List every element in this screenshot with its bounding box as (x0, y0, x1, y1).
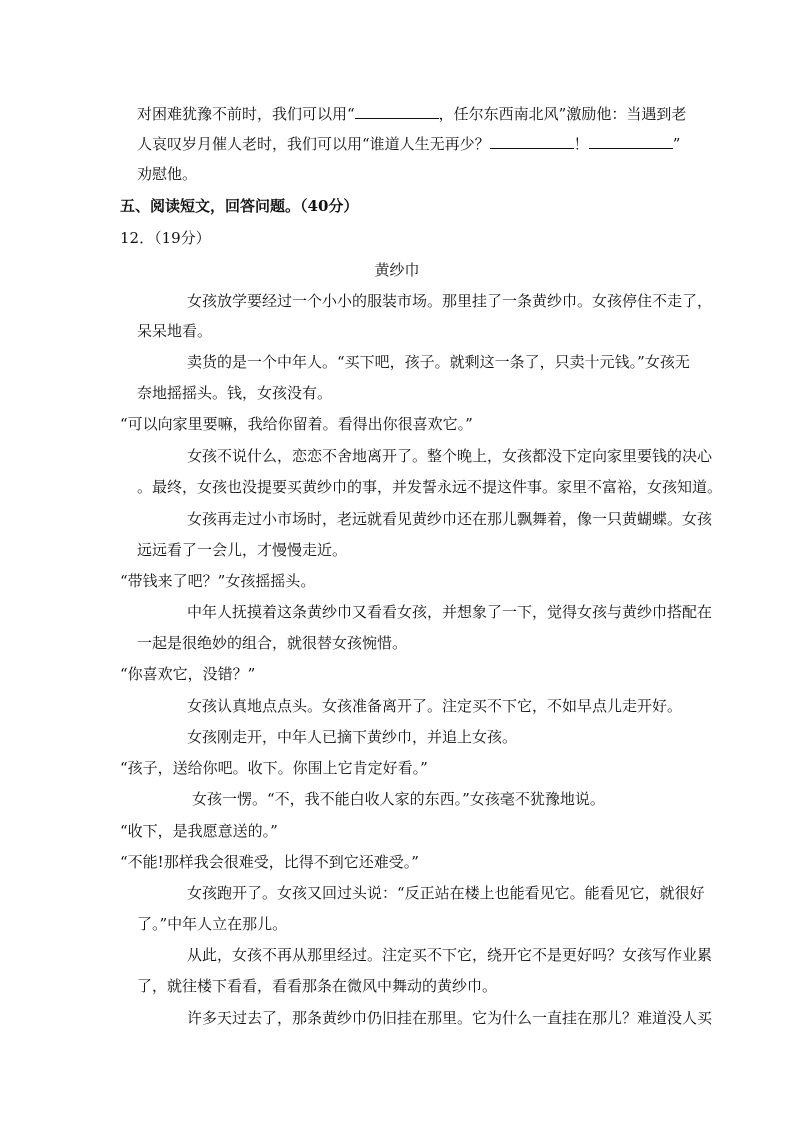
section-heading: 五、阅读短文，回答问题。（40分） (120, 197, 359, 215)
answer-blank[interactable] (589, 134, 673, 149)
text: ！ (573, 135, 589, 153)
fill-in-line-1 (137, 104, 686, 124)
paragraph-line: 女孩跑开了。女孩又回过头说：“反正站在楼上也能看见它。能看见它，就很好 (187, 884, 705, 902)
paragraph-line: 了。”中年人立在那儿。 (137, 915, 288, 933)
answer-blank[interactable] (490, 134, 574, 149)
paragraph-line: “收下，是我愿意送的。” (120, 822, 278, 840)
text: ” (672, 135, 681, 153)
fill-in-line-2 (137, 134, 680, 154)
paragraph-line: 女孩不说什么，恋恋不舍地离开了。整个晚上，女孩都没下定向家里要钱的决心 (187, 447, 713, 465)
paragraph-line: 呆呆地看。 (137, 322, 213, 340)
paragraph-line: 女孩刚走开，中年人已摘下黄纱巾，并追上女孩。 (187, 728, 518, 746)
paragraph-line: “孩子，送给你吧。收下。你围上它肯定好看。” (120, 759, 428, 777)
paragraph-line: 女孩一愣。“不，我不能白收人家的东西。”女孩毫不犹豫地说。 (192, 790, 605, 808)
paragraph-line: 女孩再走过小市场时，老远就看见黄纱巾还在那儿飘舞着，像一只黄蝴蝶。女孩 (187, 510, 713, 528)
paragraph-line: 奈地摇摇头。钱，女孩没有。 (137, 384, 333, 402)
paragraph-line: “带钱来了吧？”女孩摇摇头。 (120, 572, 316, 590)
paragraph-line: 女孩放学要经过一个小小的服装市场。那里挂了一条黄纱巾。女孩停住不走了， (187, 292, 713, 310)
paragraph-line: 远远看了一会儿，才慢慢走近。 (137, 541, 348, 559)
paragraph-line: 一起是很绝妙的组合，就很替女孩惋惜。 (137, 634, 408, 652)
text: ，任尔东西南北风”激励他：当遇到老 (438, 105, 687, 123)
paragraph-line: 女孩认真地点点头。女孩准备离开了。注定买不下它，不如早点儿走开好。 (187, 697, 683, 715)
paragraph-line: 卖货的是一个中年人。“买下吧，孩子。就剩这一条了，只卖十元钱。”女孩无 (187, 353, 690, 371)
paragraph-line: “可以向家里要嘛，我给你留着。看得出你很喜欢它。” (120, 415, 473, 433)
text: 对困难犹豫不前时，我们可以用“ (137, 105, 355, 123)
paragraph-line: 。最终，女孩也没提要买黄纱巾的事，并发誓永远不提这件事。家里不富裕，女孩知道。 (137, 478, 723, 496)
answer-blank[interactable] (355, 104, 439, 119)
story-title: 黄纱巾 (374, 261, 420, 279)
paragraph-line: “不能!那样我会很难受，比得不到它还难受。” (120, 853, 419, 871)
paragraph-line: 中年人抚摸着这条黄纱巾又看看女孩，并想象了一下，觉得女孩与黄纱巾搭配在 (187, 603, 713, 621)
question-label: 12．（19分） (120, 229, 211, 247)
paragraph-line: 了，就往楼下看看，看看那条在微风中舞动的黄纱巾。 (137, 977, 498, 995)
text: 人哀叹岁月催人老时，我们可以用“谁道人生无再少？ (137, 135, 490, 153)
paragraph-line: 从此，女孩不再从那里经过。注定买不下它，绕开它不是更好吗？女孩写作业累 (187, 946, 713, 964)
paragraph-line: “你喜欢它，没错？” (120, 665, 256, 683)
paragraph-line: 许多天过去了，那条黄纱巾仍旧挂在那里。它为什么一直挂在那儿？难道没人买 (187, 1009, 713, 1027)
fill-in-line-3: 劝慰他。 (137, 165, 198, 183)
